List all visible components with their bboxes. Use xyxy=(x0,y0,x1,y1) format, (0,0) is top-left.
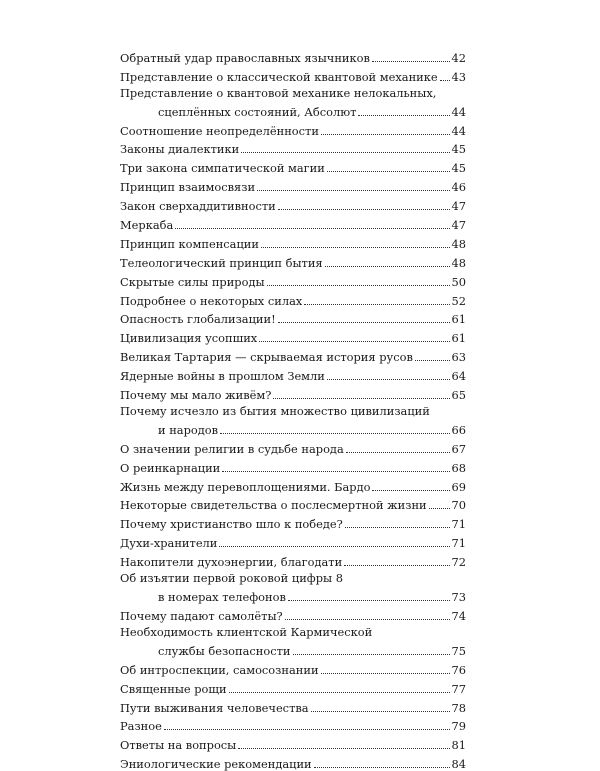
toc-entry-title: Пути выживания человечества xyxy=(120,701,309,715)
toc-entry xyxy=(120,733,466,752)
dot-leader xyxy=(278,322,450,323)
dot-leader xyxy=(175,228,449,229)
toc-entry xyxy=(120,100,466,119)
toc-entry-title: О значении религии в судьбе народа xyxy=(120,442,344,456)
toc-entry-page-number: 69 xyxy=(451,479,466,494)
toc-entry xyxy=(120,251,466,270)
toc-entry xyxy=(120,437,466,456)
toc-entry-page-number: 77 xyxy=(451,681,466,696)
toc-entry xyxy=(120,213,466,232)
toc-entry-page-number: 44 xyxy=(451,123,466,138)
toc-entry-title: Законы диалектики xyxy=(120,143,240,157)
toc-entry-page-number: 46 xyxy=(451,180,466,195)
dot-leader xyxy=(288,600,450,601)
toc-entry-page-number: 45 xyxy=(451,161,466,176)
toc-entry xyxy=(120,402,466,418)
toc-entry-title: службы безопасности xyxy=(158,644,291,658)
toc-entry-page-number: 47 xyxy=(451,218,466,233)
toc-entry xyxy=(120,326,466,345)
toc-entry xyxy=(120,456,466,475)
toc-entry-page-number: 68 xyxy=(451,460,466,475)
toc-entry xyxy=(120,512,466,531)
dot-leader xyxy=(311,711,450,712)
toc-entry xyxy=(120,569,466,585)
dot-leader xyxy=(440,80,450,81)
toc-entry-page-number: 43 xyxy=(451,69,466,84)
dot-leader xyxy=(259,341,449,342)
toc-entry-title: Необходимость клиентской Кармической xyxy=(120,625,373,639)
dot-leader xyxy=(321,134,450,135)
dot-leader xyxy=(293,654,450,655)
toc-entry-title: Ядерные войны в прошлом Земли xyxy=(120,370,325,384)
dot-leader xyxy=(285,619,450,620)
dot-leader xyxy=(164,729,450,730)
toc-entry-title: Об интроспекции, самосознании xyxy=(120,663,319,677)
toc-entry-title: Закон сверхаддитивности xyxy=(120,200,276,214)
toc-entry-title: Обратный удар православных язычников xyxy=(120,51,370,65)
toc-entry-title: Об изъятии первой роковой цифры 8 xyxy=(120,572,343,586)
toc-entry-title: О реинкарнации xyxy=(120,461,221,475)
toc-entry-title: Представление о классической квантовой механике xyxy=(120,70,438,84)
dot-leader xyxy=(304,304,449,305)
toc-entry-page-number: 75 xyxy=(451,643,466,658)
dot-leader xyxy=(229,692,450,693)
toc-entry-title: Скрытые силы природы xyxy=(120,275,265,289)
toc-entry-page-number: 81 xyxy=(451,738,466,753)
toc-entry-title: Эниологические рекомендации xyxy=(120,758,312,771)
toc-entry-title: Накопители духоэнергии, благодати xyxy=(120,556,343,570)
dot-leader xyxy=(241,152,449,153)
toc-entry xyxy=(120,585,466,604)
toc-entry-page-number: 48 xyxy=(451,236,466,251)
toc-entry xyxy=(120,194,466,213)
table-of-contents xyxy=(120,46,466,771)
toc-entry xyxy=(120,494,466,513)
toc-entry xyxy=(120,531,466,550)
dot-leader xyxy=(257,190,449,191)
toc-entry-title: Разное xyxy=(120,720,162,734)
dot-leader xyxy=(261,247,450,248)
toc-entry-title: Телеологический принцип бытия xyxy=(120,256,323,270)
dot-leader xyxy=(327,379,450,380)
toc-entry-title: Принцип взаимосвязи xyxy=(120,181,256,195)
toc-entry xyxy=(120,175,466,194)
toc-entry-page-number: 70 xyxy=(451,498,466,513)
toc-entry-page-number: 47 xyxy=(451,199,466,214)
toc-entry-page-number: 71 xyxy=(451,517,466,532)
toc-entry-title: Соотношение неопределённости xyxy=(120,124,319,138)
toc-entry-page-number: 50 xyxy=(451,274,466,289)
toc-entry-page-number: 52 xyxy=(451,293,466,308)
toc-entry-page-number: 84 xyxy=(451,757,466,771)
dot-leader xyxy=(220,433,449,434)
dot-leader xyxy=(238,748,449,749)
toc-entry-title: Принцип компенсации xyxy=(120,237,259,251)
dot-leader xyxy=(273,398,449,399)
toc-entry xyxy=(120,308,466,327)
toc-entry-page-number: 72 xyxy=(451,555,466,570)
toc-entry xyxy=(120,84,466,100)
toc-entry xyxy=(120,715,466,734)
toc-entry xyxy=(120,475,466,494)
toc-entry-title: Духи-хранители xyxy=(120,537,218,551)
toc-entry xyxy=(120,270,466,289)
dot-leader xyxy=(321,673,450,674)
toc-entry xyxy=(120,46,466,65)
toc-entry-title: Почему мы мало живём? xyxy=(120,389,272,403)
toc-entry-title: Почему христианство шло к победе? xyxy=(120,518,343,532)
toc-entry xyxy=(120,677,466,696)
dot-leader xyxy=(267,285,450,286)
toc-entry-page-number: 65 xyxy=(451,388,466,403)
toc-entry xyxy=(120,345,466,364)
dot-leader xyxy=(415,360,450,361)
dot-leader xyxy=(278,209,450,210)
toc-entry-page-number: 42 xyxy=(451,50,466,65)
toc-entry-page-number: 61 xyxy=(451,312,466,327)
toc-entry xyxy=(120,156,466,175)
dot-leader xyxy=(345,527,450,528)
toc-entry-title: в номерах телефонов xyxy=(158,591,286,605)
dot-leader xyxy=(327,171,450,172)
toc-entry-page-number: 76 xyxy=(451,662,466,677)
dot-leader xyxy=(358,115,449,116)
toc-entry-title: Меркаба xyxy=(120,219,174,233)
toc-entry-page-number: 73 xyxy=(451,590,466,605)
toc-entry-title: Жизнь между перевоплощениями. Бардо xyxy=(120,480,371,494)
toc-entry xyxy=(120,418,466,437)
toc-entry xyxy=(120,752,466,771)
dot-leader xyxy=(372,61,450,62)
toc-entry xyxy=(120,364,466,383)
toc-entry-title: Почему исчезло из бытия множество цивилизаций xyxy=(120,405,430,419)
dot-leader xyxy=(344,565,449,566)
dot-leader xyxy=(372,490,449,491)
dot-leader xyxy=(429,508,450,509)
toc-entry-title: и народов xyxy=(158,423,219,437)
toc-entry xyxy=(120,65,466,84)
toc-entry-title: Ответы на вопросы xyxy=(120,739,237,753)
toc-entry xyxy=(120,658,466,677)
toc-entry-page-number: 45 xyxy=(451,142,466,157)
dot-leader xyxy=(325,266,450,267)
toc-entry-title: Великая Тартария — скрываемая история русов xyxy=(120,351,413,365)
toc-entry-title: Опасность глобализации! xyxy=(120,313,276,327)
toc-entry xyxy=(120,383,466,402)
toc-entry-page-number: 66 xyxy=(451,422,466,437)
dot-leader xyxy=(219,546,449,547)
dot-leader xyxy=(346,452,450,453)
toc-entry xyxy=(120,289,466,308)
toc-entry-page-number: 74 xyxy=(451,608,466,623)
dot-leader xyxy=(222,471,449,472)
toc-entry xyxy=(120,119,466,138)
toc-entry-page-number: 64 xyxy=(451,369,466,384)
toc-entry-page-number: 78 xyxy=(451,700,466,715)
toc-entry-page-number: 48 xyxy=(451,255,466,270)
toc-entry xyxy=(120,550,466,569)
toc-entry-title: Подробнее о некоторых силах xyxy=(120,294,303,308)
toc-entry-title: Священные рощи xyxy=(120,682,227,696)
toc-entry-page-number: 79 xyxy=(451,719,466,734)
toc-entry-page-number: 44 xyxy=(451,104,466,119)
toc-entry-title: сцеплённых состояний, Абсолют xyxy=(158,105,357,119)
toc-entry-page-number: 71 xyxy=(451,536,466,551)
toc-entry xyxy=(120,623,466,639)
toc-entry-title: Три закона симпатической магии xyxy=(120,162,325,176)
toc-entry xyxy=(120,696,466,715)
toc-entry-page-number: 61 xyxy=(451,331,466,346)
toc-entry xyxy=(120,232,466,251)
dot-leader xyxy=(314,767,450,768)
toc-entry xyxy=(120,604,466,623)
toc-entry-title: Некоторые свидетельства о послесмертной жизни xyxy=(120,499,427,513)
toc-entry xyxy=(120,138,466,157)
toc-entry xyxy=(120,639,466,658)
toc-entry-page-number: 63 xyxy=(451,350,466,365)
toc-entry-title: Цивилизация усопших xyxy=(120,332,258,346)
toc-entry-title: Почему падают самолёты? xyxy=(120,609,283,623)
toc-entry-page-number: 67 xyxy=(451,441,466,456)
toc-entry-title: Представление о квантовой механике нелокальных, xyxy=(120,86,437,100)
